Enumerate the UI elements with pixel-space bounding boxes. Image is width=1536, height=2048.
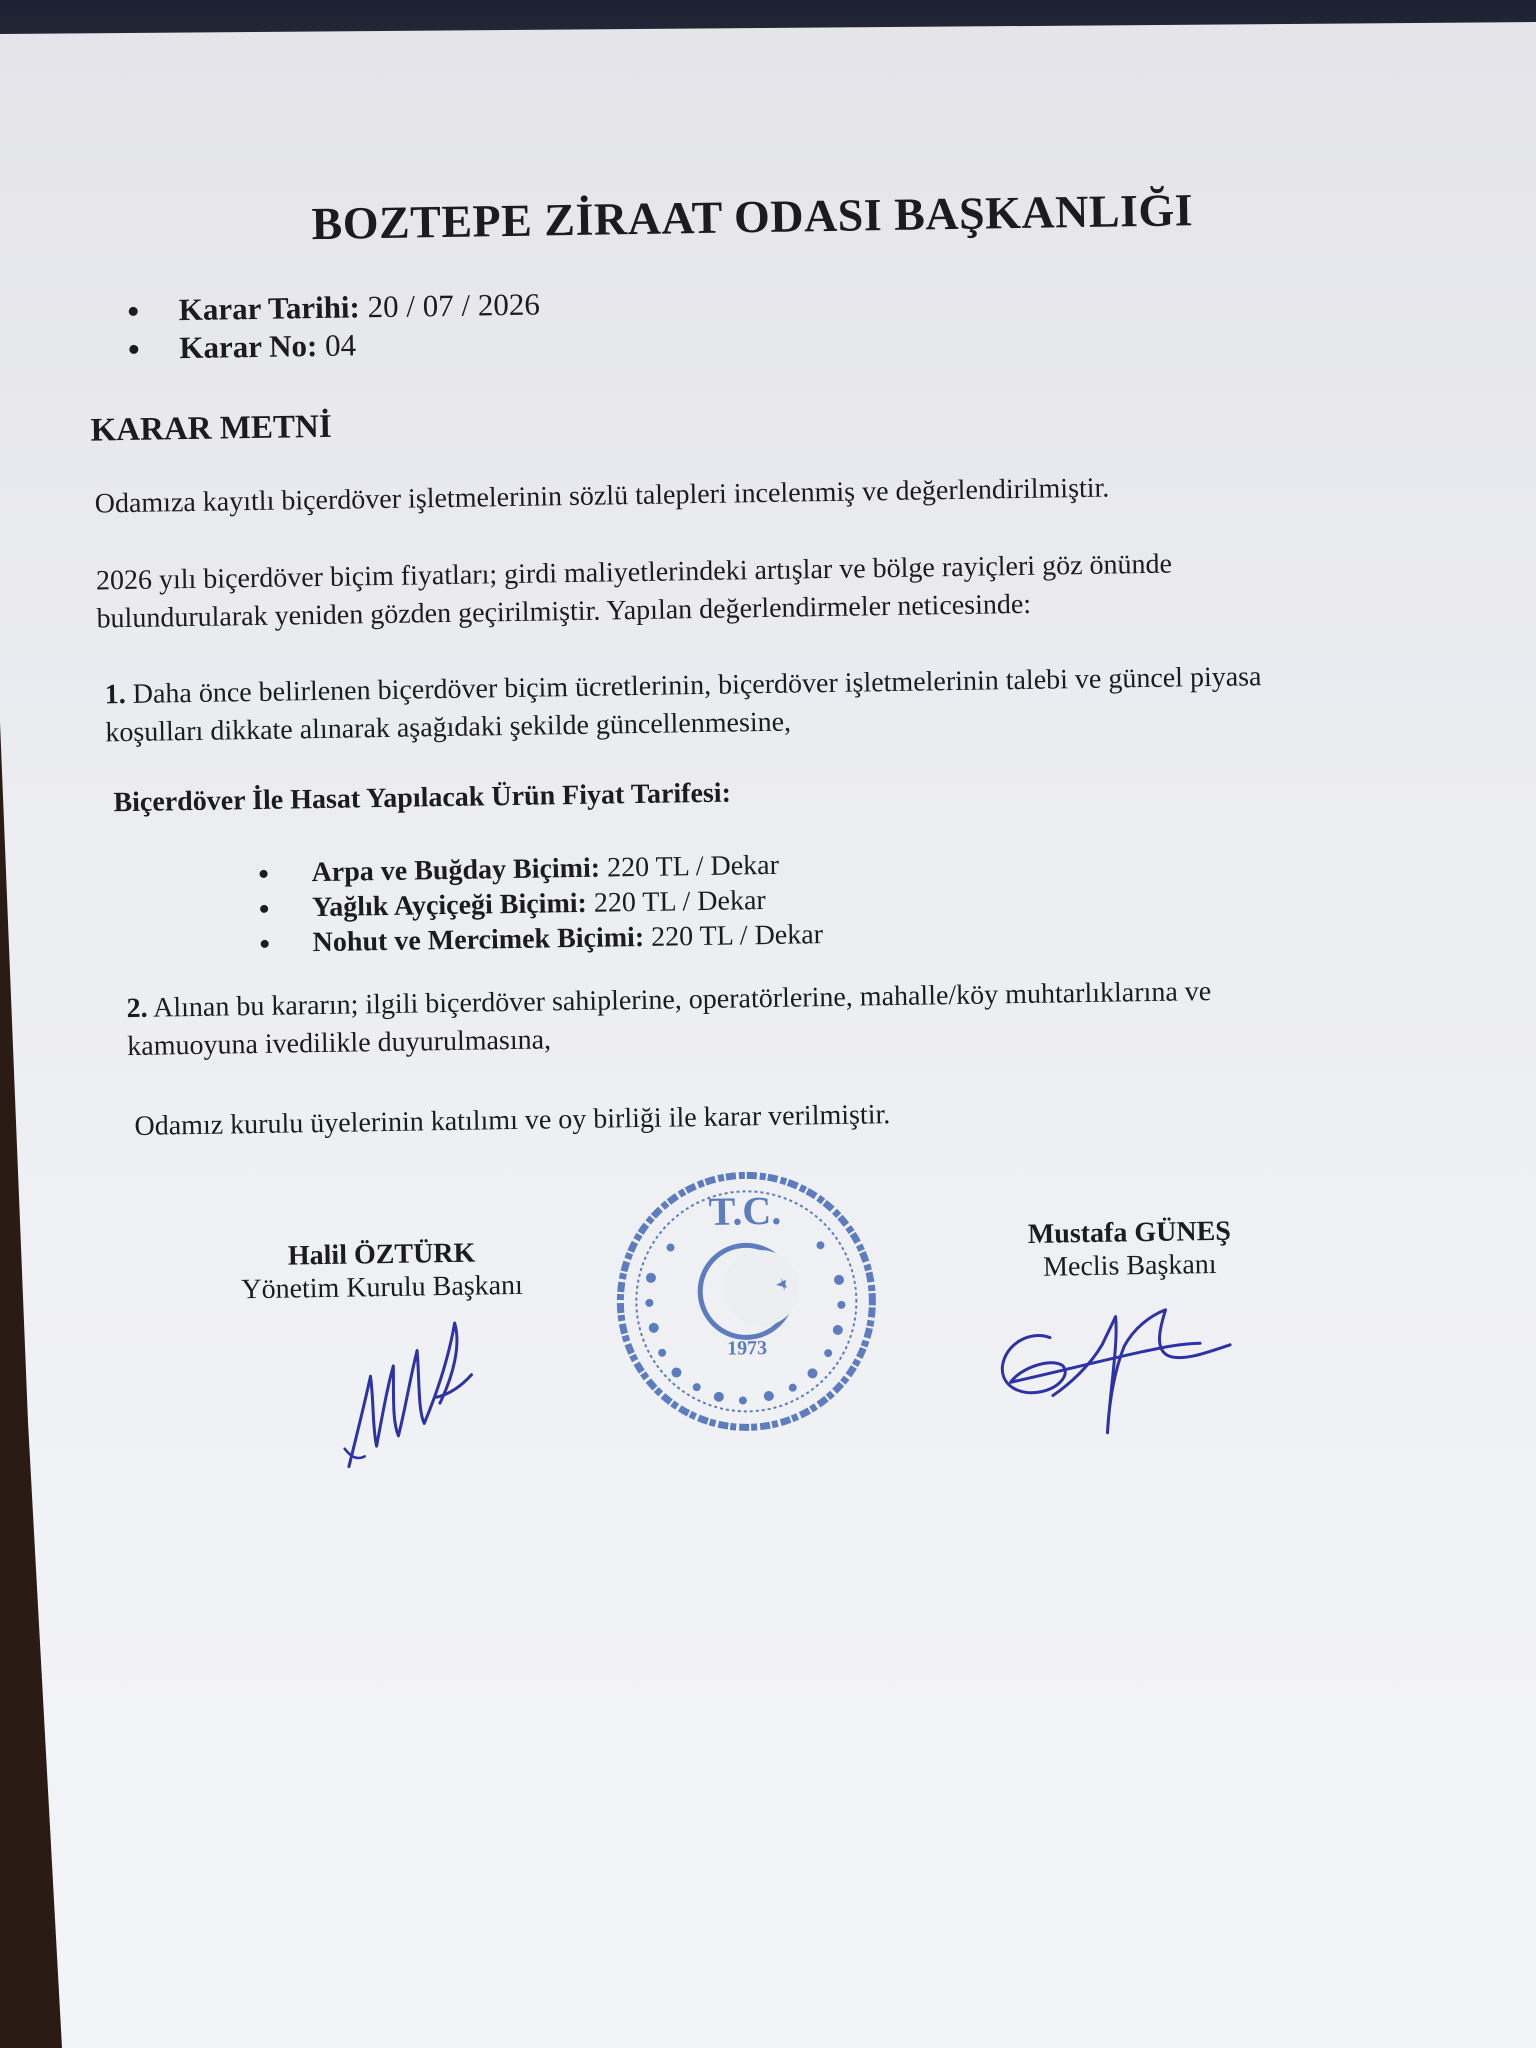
bullet-icon (129, 345, 138, 354)
tariff-item-price: 220 TL / Dekar (586, 885, 766, 919)
tariff-list (259, 847, 823, 961)
decision-item-1-text: Daha önce belirlenen biçerdöver biçim ücretlerinin, biçerdöver işletmelerinin talebi ve güncel piyasa (125, 661, 1262, 711)
signatory-left (231, 1236, 532, 1307)
decision-number-label: Karar No: (179, 327, 318, 366)
tariff-item-label: Nohut ve Mercimek Biçimi: (312, 921, 645, 959)
bullet-icon (261, 940, 269, 948)
signatory-title: Meclis Başkanı (1042, 1248, 1217, 1283)
decision-date-label: Karar Tarihi: (178, 289, 361, 328)
paragraph-review-line-2: bulundurularak yeniden gözden geçirilmiştir. Yapılan değerlendirmeler neticesinde: (96, 588, 1032, 635)
decision-item-1-number: 1. (104, 679, 126, 711)
decision-item-2-number: 2. (126, 992, 148, 1025)
signature-right (989, 1293, 1241, 1447)
tariff-heading: Biçerdöver İle Hasat Yapılacak Ürün Fiyat Tarifesi: (113, 777, 732, 819)
section-heading: KARAR METNİ (90, 408, 332, 449)
signature-left (334, 1304, 497, 1476)
tariff-item-label: Yağlık Ayçiçeği Biçimi: (311, 887, 588, 924)
decision-number (129, 323, 541, 367)
paragraph-intro: Odamıza kayıtlı biçerdöver işletmelerinin sözlü talepleri incelenmiş ve değerlendirilmiştir. (94, 472, 1110, 520)
seal-year: 1973 (726, 1337, 768, 1360)
bullet-icon (260, 870, 268, 878)
signatory-name: Halil ÖZTÜRK (287, 1237, 476, 1272)
official-seal (609, 1164, 883, 1438)
paragraph-review (96, 546, 1173, 639)
decision-item-2-text: Alınan bu kararın; ilgili biçerdöver sahiplerine, operatörlerine, mahalle/köy muhtarlıklarına ve (147, 976, 1212, 1024)
decision-date-value: 20 / 07 / 2026 (359, 286, 541, 325)
bullet-icon (260, 905, 268, 913)
decision-item-1 (104, 658, 1262, 752)
decision-meta (128, 285, 540, 367)
tariff-item-price: 220 TL / Dekar (599, 849, 780, 884)
tariff-item-label: Arpa ve Buğday Biçimi: (311, 852, 601, 889)
decision-item-2-line-2: kamuoyuna ivedilikle duyurulmasına, (127, 1024, 552, 1063)
closing-statement: Odamız kurulu üyelerinin katılımı ve oy birliği ile karar verilmiştir. (134, 1099, 891, 1142)
decision-date (128, 285, 540, 329)
decision-item-2 (126, 973, 1212, 1066)
tariff-item-price: 220 TL / Dekar (643, 919, 824, 953)
decision-number-value: 04 (317, 327, 357, 363)
document-title: BOZTEPE ZİRAAT ODASI BAŞKANLIĞI (311, 184, 1194, 250)
signatory-title: Yönetim Kurulu Başkanı (241, 1269, 524, 1306)
tariff-item (260, 917, 823, 961)
seal-text: T.C. (708, 1187, 782, 1234)
signatory-right (979, 1214, 1280, 1285)
paragraph-review-line-1: 2026 yılı biçerdöver biçim fiyatları; girdi maliyetlerindeki artışlar ve bölge rayiçleri göz önünde (95, 548, 1173, 597)
signatory-name: Mustafa GÜNEŞ (1027, 1215, 1232, 1250)
decision-item-1-line-2: koşulları dikkate alınarak aşağıdaki şekilde güncellenmesine, (105, 706, 792, 749)
bullet-icon (129, 307, 138, 316)
